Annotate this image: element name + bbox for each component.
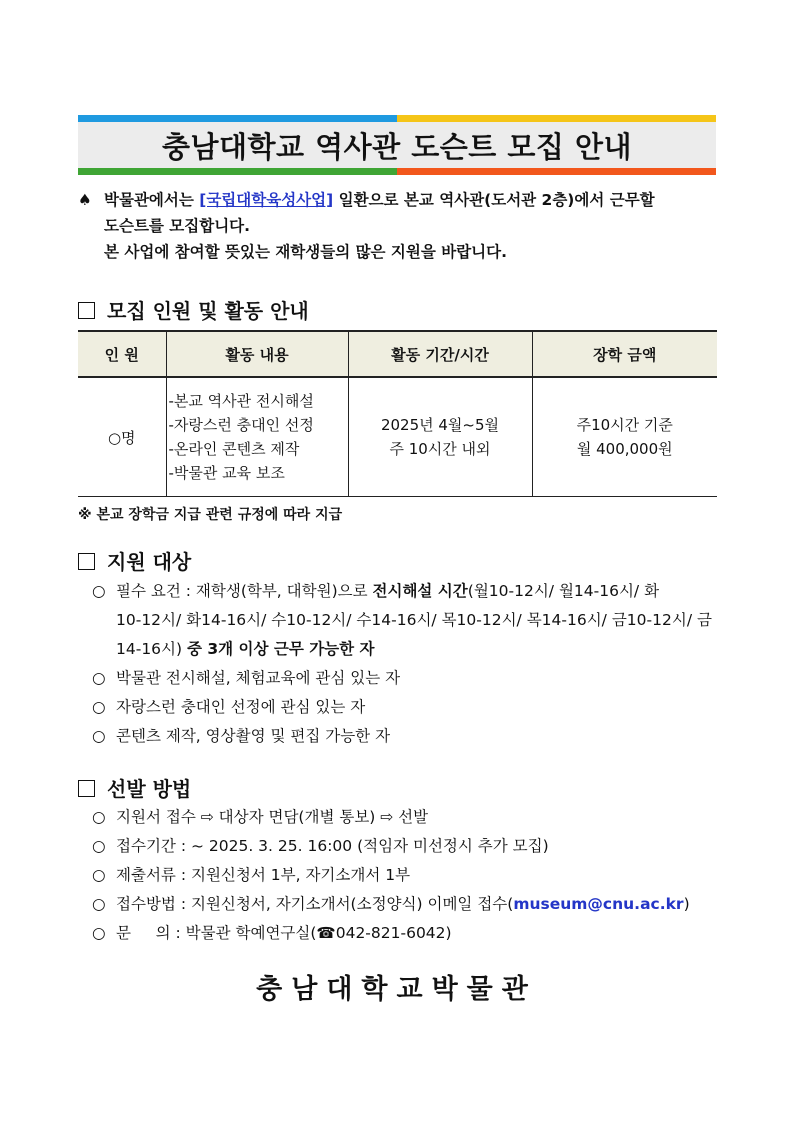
title-banner — [78, 115, 716, 175]
spade-icon: ♠ — [78, 191, 92, 209]
circle-bullet-icon: ○ — [92, 808, 106, 826]
section-selection-heading — [78, 773, 191, 802]
banner-bar-green — [78, 168, 397, 175]
activity-item: -본교 역사관 전시해설 — [168, 392, 314, 410]
intro-text: 박물관에서는 — [104, 191, 200, 209]
circle-bullet-icon: ○ — [92, 924, 106, 942]
item-text: ) — [683, 895, 690, 913]
checkbox-square-icon — [78, 302, 95, 319]
intro-text: 일환으로 본교 역사관(도서관 2층)에서 근무할 — [333, 191, 655, 209]
item-text-bold: 중 3개 이상 근무 가능한 자 — [187, 640, 375, 658]
list-item — [92, 890, 690, 919]
list-item — [92, 832, 690, 861]
item-text: 14-16시) — [116, 640, 187, 658]
activity-cell — [166, 377, 348, 497]
organization-name: 충남대학교박물관 — [256, 974, 537, 1005]
table-header: 장학 금액 — [532, 331, 717, 377]
scholarship-note: ※ 본교 장학금 지급 관련 규정에 따라 지급 — [78, 507, 343, 523]
table-row — [78, 377, 717, 497]
table-header-row — [78, 331, 717, 377]
item-text: 접수기간 : ~ 2025. 3. 25. 16:00 (적임자 미선정시 추가 모집) — [116, 837, 549, 855]
period-line: 2025년 4월~5월 — [380, 416, 500, 434]
target-list — [92, 577, 712, 751]
intro-line-1 — [78, 187, 718, 213]
selection-list — [92, 803, 690, 948]
banner-bar-yellow — [397, 115, 716, 122]
list-item — [92, 664, 712, 693]
period-line: 주 10시간 내외 — [389, 440, 491, 458]
table-header: 인 원 — [78, 331, 166, 377]
item-text: 자랑스런 충대인 선정에 관심 있는 자 — [116, 698, 366, 716]
list-item — [92, 693, 712, 722]
item-text: 지원서 접수 ⇨ 대상자 면담(개별 통보) ⇨ 선발 — [116, 808, 429, 826]
item-text: 박물관 전시해설, 체험교육에 관심 있는 자 — [116, 669, 401, 687]
list-item — [92, 861, 690, 890]
intro-paragraph — [78, 187, 718, 265]
item-text-bold: 전시해설 시간 — [372, 582, 468, 600]
intro-line-2: 도슨트를 모집합니다. — [104, 217, 251, 235]
list-item — [92, 803, 690, 832]
circle-bullet-icon: ○ — [92, 727, 106, 745]
page-title: 충남대학교 역사관 도슨트 모집 안내 — [161, 129, 633, 164]
intro-line-3: 본 사업에 참여할 뜻있는 재학생들의 많은 지원을 바랍니다. — [104, 243, 508, 261]
section-target-heading — [78, 546, 191, 575]
section-title: 지원 대상 — [107, 550, 192, 574]
circle-bullet-icon: ○ — [92, 866, 106, 884]
activity-item: -자랑스런 충대인 선정 — [168, 416, 314, 434]
project-link[interactable]: [국립대학육성사업] — [199, 191, 334, 209]
checkbox-square-icon — [78, 780, 95, 797]
item-text: 문 의 : 박물관 학예연구실(☎042-821-6042) — [116, 924, 452, 942]
banner-body — [78, 122, 716, 168]
checkbox-square-icon — [78, 553, 95, 570]
email-link[interactable]: museum@cnu.ac.kr — [513, 895, 684, 913]
circle-bullet-icon: ○ — [92, 582, 106, 600]
table-header: 활동 내용 — [166, 331, 348, 377]
activity-item: -온라인 콘텐츠 제작 — [168, 440, 300, 458]
circle-bullet-icon: ○ — [92, 669, 106, 687]
circle-bullet-icon: ○ — [92, 698, 106, 716]
list-item — [92, 577, 712, 606]
table-header: 활동 기간/시간 — [348, 331, 532, 377]
item-text: (월10-12시/ 월14-16시/ 화 — [467, 582, 660, 600]
section-recruit-heading — [78, 295, 309, 324]
list-item-continued — [92, 635, 712, 664]
amount-line: 월 400,000원 — [576, 440, 673, 458]
circle-bullet-icon: ○ — [92, 895, 106, 913]
recruit-count: ○명 — [78, 377, 166, 497]
item-text: 콘텐츠 제작, 영상촬영 및 편집 가능한 자 — [116, 727, 391, 745]
list-item — [92, 919, 690, 948]
period-cell — [348, 377, 532, 497]
section-title: 선발 방법 — [107, 777, 192, 801]
activity-item: -박물관 교육 보조 — [168, 464, 285, 482]
section-title: 모집 인원 및 활동 안내 — [107, 299, 309, 323]
item-text: 제출서류 : 지원신청서 1부, 자기소개서 1부 — [116, 866, 411, 884]
recruit-table — [78, 330, 717, 497]
amount-cell — [532, 377, 717, 497]
item-text: 접수방법 : 지원신청서, 자기소개서(소정양식) 이메일 접수( — [116, 895, 514, 913]
amount-line: 주10시간 기준 — [576, 416, 673, 434]
banner-bar-orange — [397, 168, 716, 175]
circle-bullet-icon: ○ — [92, 837, 106, 855]
item-text: 필수 요건 : 재학생(학부, 대학원)으로 — [116, 582, 373, 600]
banner-bar-blue — [78, 115, 397, 122]
list-item-continued: 10-12시/ 화14-16시/ 수10-12시/ 수14-16시/ 목10-12시/ 목14-16시/ 금10-12시/ 금 — [116, 611, 712, 629]
list-item — [92, 722, 712, 751]
